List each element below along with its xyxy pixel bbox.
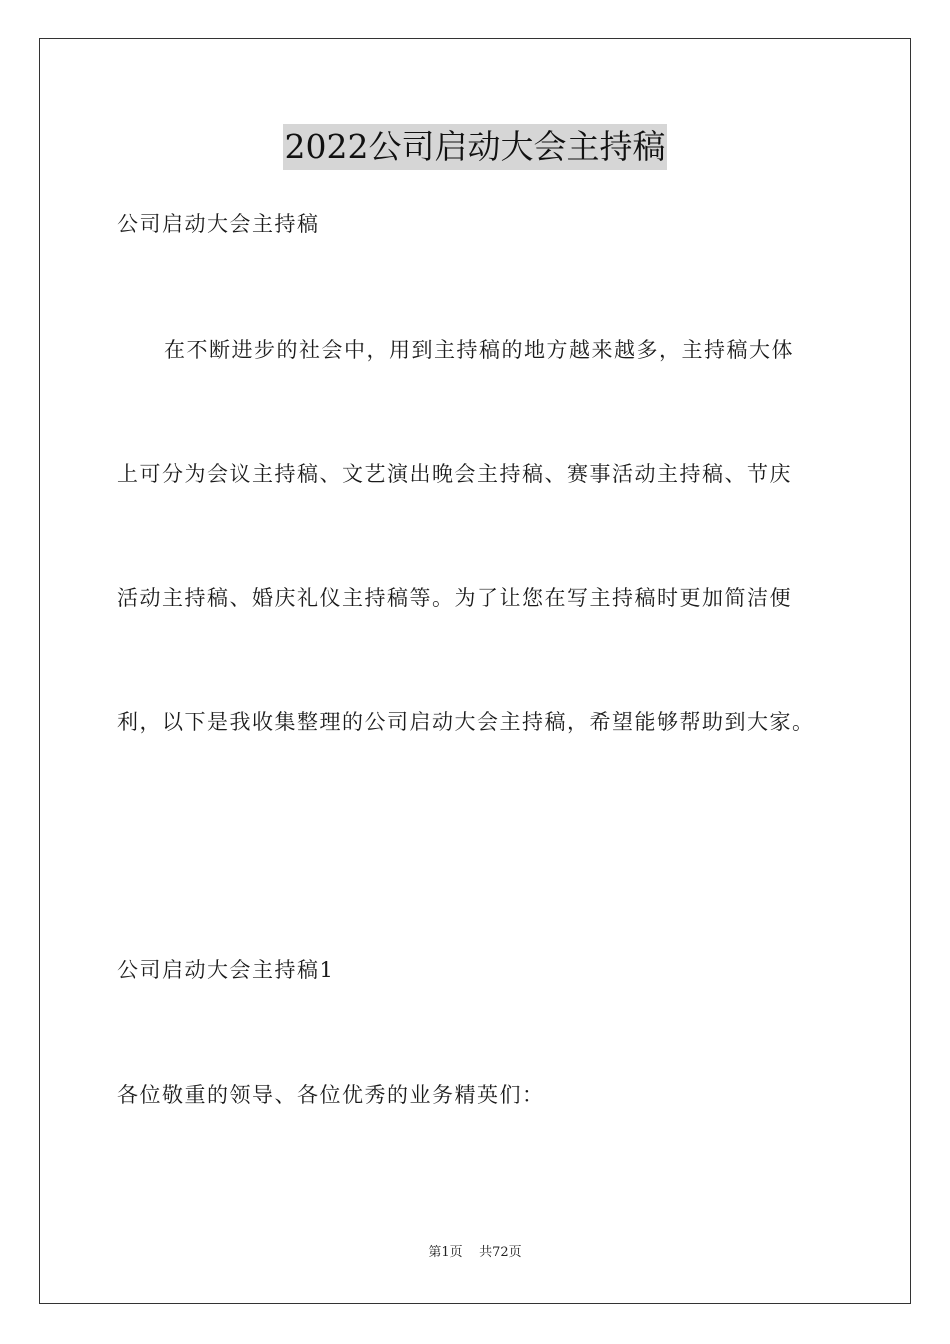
intro-line-3: 活动主持稿、婚庆礼仪主持稿等。为了让您在写主持稿时更加简洁便 [117, 586, 792, 610]
page-number: 第1页 [428, 1245, 463, 1260]
intro-line-2: 上可分为会议主持稿、文艺演出晚会主持稿、赛事活动主持稿、节庆 [117, 462, 792, 486]
intro-line-4: 利，以下是我收集整理的公司启动大会主持稿，希望能够帮助到大家。 [117, 710, 815, 734]
page-total: 共72页 [479, 1245, 522, 1260]
title-container [0, 124, 950, 170]
document-subtitle: 公司启动大会主持稿 [117, 212, 320, 236]
section-heading: 公司启动大会主持稿1 [117, 958, 335, 982]
greeting-line: 各位敬重的领导、各位优秀的业务精英们： [117, 1083, 545, 1107]
intro-line-1: 在不断进步的社会中，用到主持稿的地方越来越多，主持稿大体 [164, 338, 794, 362]
document-title: 2022公司启动大会主持稿 [283, 124, 668, 170]
page-footer [0, 1244, 950, 1262]
